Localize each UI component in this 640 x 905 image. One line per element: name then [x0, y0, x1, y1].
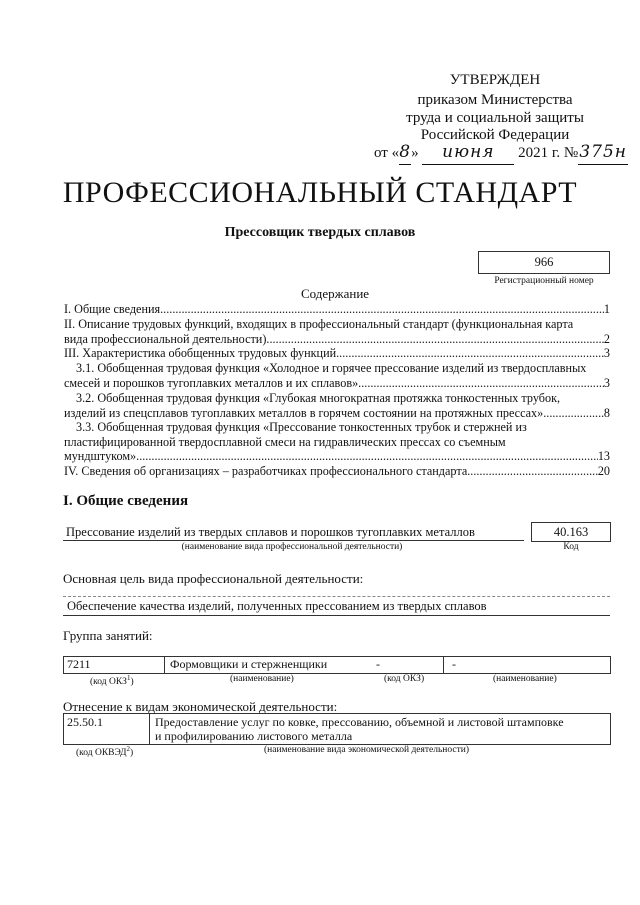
goal-label: Основная цель вида профессиональной деятельности: [63, 571, 364, 586]
toc-item-3[interactable]: III. Характеристика обобщенных трудовых функций ..... 3 [64, 346, 610, 361]
page-subtitle: Прессовщик твердых сплавов [224, 225, 416, 240]
code-caption: Код [563, 542, 579, 552]
caption-econ-name: (наименование вида экономической деятельности) [264, 745, 469, 755]
approval-date [374, 140, 628, 165]
date-year: 2021 г. № [518, 145, 579, 161]
date-day: 8 [399, 140, 411, 165]
registration-label: Регистрационный номер [494, 276, 594, 286]
approval-line1: УТВЕРЖДЕН [449, 72, 541, 88]
group-okz1: 7211 [67, 657, 91, 671]
toc-item-4[interactable]: IV. Сведения об организациях – разработчиках профессионального стандарта ..... 20 [64, 464, 610, 479]
activity-caption: (наименование вида профессиональной деятельности) [181, 542, 403, 552]
econ-text-line2: и профилированию листового металла [155, 729, 353, 743]
econ-table [63, 713, 611, 745]
group-okz2: - [376, 657, 380, 671]
contents-heading: Содержание [300, 286, 370, 301]
toc-item-3-3[interactable]: 3.3. Обобщенная трудовая функция «Прессование тонкостенных трубок и стержней из пластифицированной твердосплавной смеси на гидравлических прессах со съемным мундштуком» ..... 13 [76, 420, 610, 464]
group-name1: Формовщики и стержненщики [170, 657, 328, 671]
toc-item-3-2[interactable]: 3.2. Обобщенная трудовая функция «Глубокая многократная протяжка тонкостенных трубок, изделий из спецсплавов тугоплавких металлов в горячем состоянии на протяжных прессах» ..... 8 [76, 391, 610, 420]
registration-box [478, 251, 610, 274]
caption-okz1: (код ОКЗ$^1$) [90, 674, 134, 688]
section-heading: I. Общие сведения [63, 493, 189, 509]
activity-code: 40.163 [531, 522, 611, 542]
approval-line2: приказом Министерства [417, 92, 573, 108]
group-table [63, 656, 611, 674]
group-label: Группа занятий: [63, 628, 153, 643]
approval-line4: Российской Федерации [420, 127, 570, 143]
date-prefix: от « [374, 145, 400, 161]
group-name2: - [452, 657, 456, 671]
page-title: ПРОФЕССИОНАЛЬНЫЙ СТАНДАРТ [62, 176, 578, 209]
approval-line3: труда и социальной защиты [406, 110, 584, 126]
caption-okz2: (код ОКЗ) [384, 674, 425, 684]
caption-name1: (наименование) [230, 674, 294, 684]
activity-name: Прессование изделий из твердых сплавов и порошков тугоплавких металлов [63, 525, 524, 541]
econ-code: 25.50.1 [67, 715, 103, 729]
toc-item-1[interactable]: I. Общие сведения ..... 1 [64, 302, 610, 317]
order-number: 375н [578, 140, 628, 165]
caption-name2: (наименование) [493, 674, 557, 684]
goal-box [63, 596, 610, 616]
registration-number: 966 [534, 255, 554, 269]
goal-text: Обеспечение качества изделий, полученных прессованием из твердых сплавов [67, 599, 487, 613]
toc-item-3-1[interactable]: 3.1. Обобщенная трудовая функция «Холодное и горячее прессование изделий из твердосплавных смесей и порошков тугоплавких металлов и их сплавов» ..... 3 [76, 361, 610, 390]
caption-okved: (код ОКВЭД$^2$) [76, 745, 134, 759]
econ-label: Отнесение к видам экономической деятельности: [63, 699, 338, 714]
date-mid: » [411, 145, 419, 161]
date-month: июня [422, 140, 514, 165]
toc-item-2[interactable]: II. Описание трудовых функций, входящих в профессиональный стандарт (функциональная карта вида профессиональной деятельности) ..... 2 [64, 317, 610, 346]
econ-text-line1: Предоставление услуг по ковке, прессованию, объемной и листовой штамповке [155, 715, 564, 729]
